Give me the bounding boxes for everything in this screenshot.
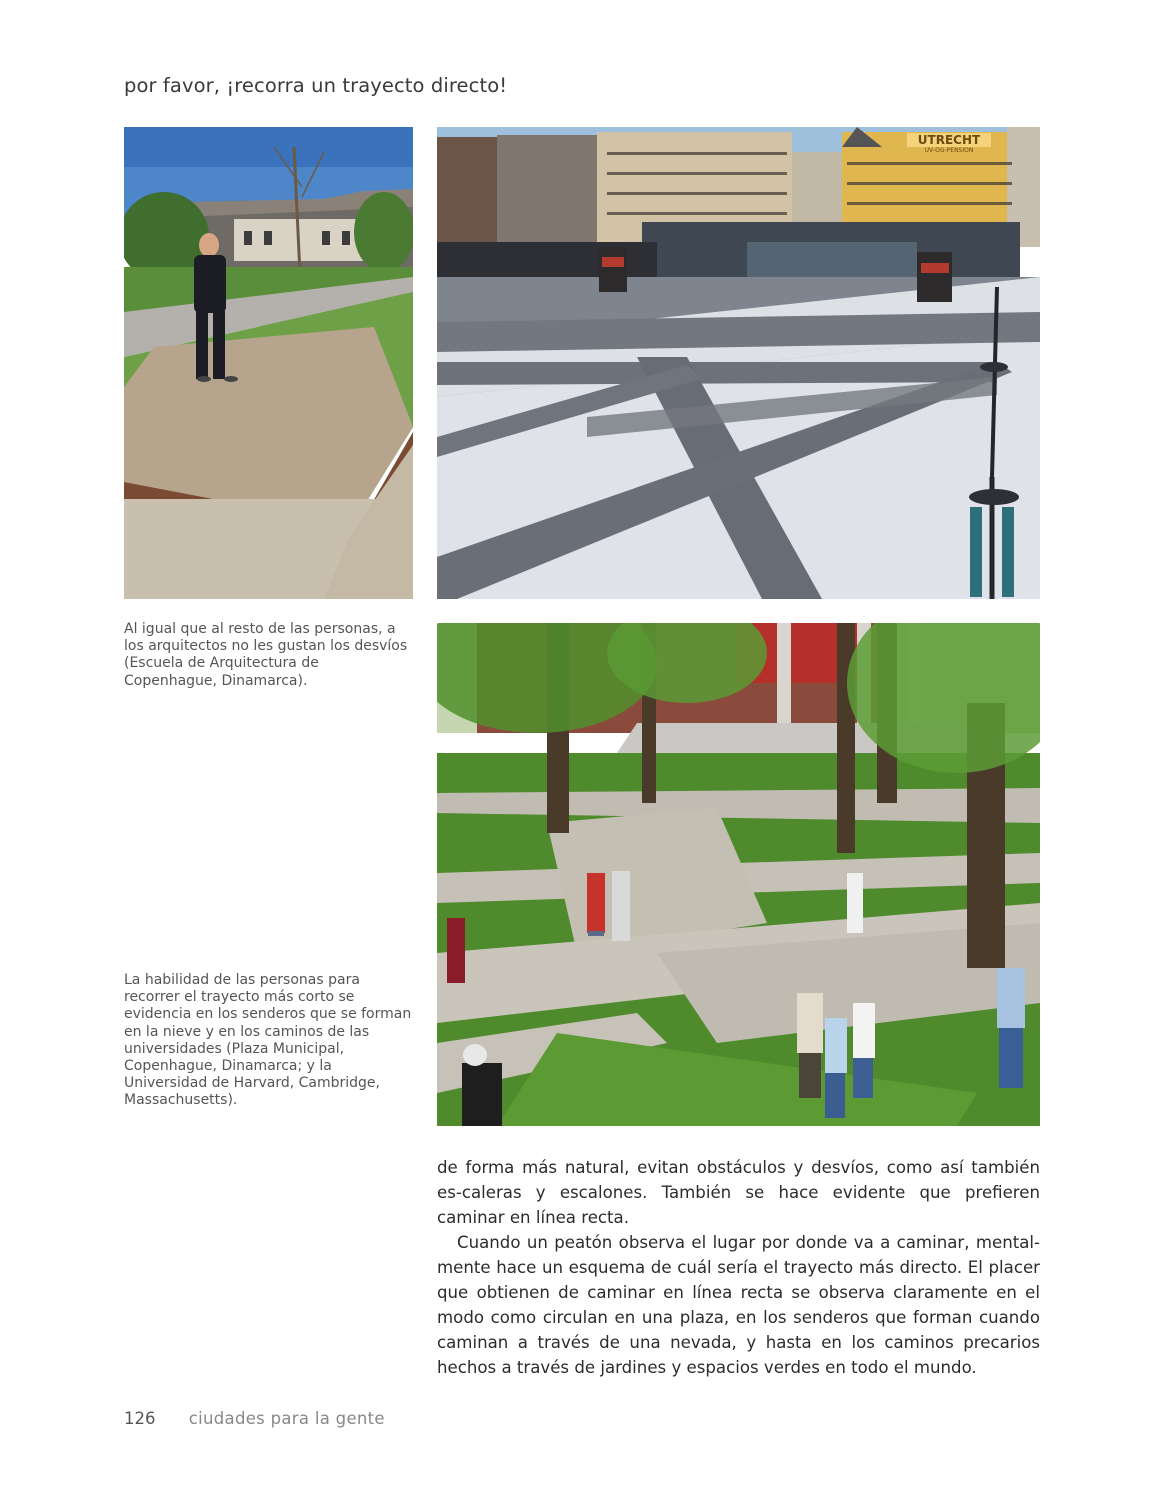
page-heading: por favor, ¡recorra un trayecto directo! — [124, 74, 508, 97]
body-text — [437, 1155, 1040, 1380]
pension-sign: UV-OG-PENSION — [924, 147, 974, 154]
caption-architect: Al igual que al resto de las personas, a los arquitectos no les gustan los desvíos (Escuela de Arquitectura de Copenhague, Dinamarca). — [124, 621, 408, 689]
body-paragraph-2: Cuando un peatón observa el lugar por donde va a caminar, mental-mente hace un esquema de cuál sería el trayecto más directo. El placer que obtienen de caminar en línea recta se observa claramente en el modo como circulan en una plaza, en los senderos que forman cuando caminan a través de una nevada, y hasta en los caminos precarios hechos a través de jardines y espacios verdes en todo el mundo. — [437, 1233, 1040, 1377]
photo-architect-walking — [124, 127, 413, 599]
caption-paths: La habilidad de las personas para recorrer el trayecto más corto se evidencia en los senderos que se forman en la nieve y en los caminos de las universidades (Plaza Municipal, Copenhague, Dinamarca; y la Universidad de Harvard, Cambridge, Massachusetts). — [124, 972, 412, 1109]
book-title: ciudades para la gente — [188, 1409, 385, 1428]
utrecht-sign: UTRECHT — [917, 133, 981, 147]
body-paragraph-1: de forma más natural, evitan obstáculos y desvíos, como así también es-caleras y escalones. También se hace evidente que prefieren caminar en línea recta. — [437, 1158, 1040, 1227]
photo-harvard-campus — [437, 623, 1040, 1126]
page-footer — [124, 1409, 385, 1428]
page-number: 126 — [124, 1409, 156, 1428]
photo-snowy-plaza — [437, 127, 1040, 599]
